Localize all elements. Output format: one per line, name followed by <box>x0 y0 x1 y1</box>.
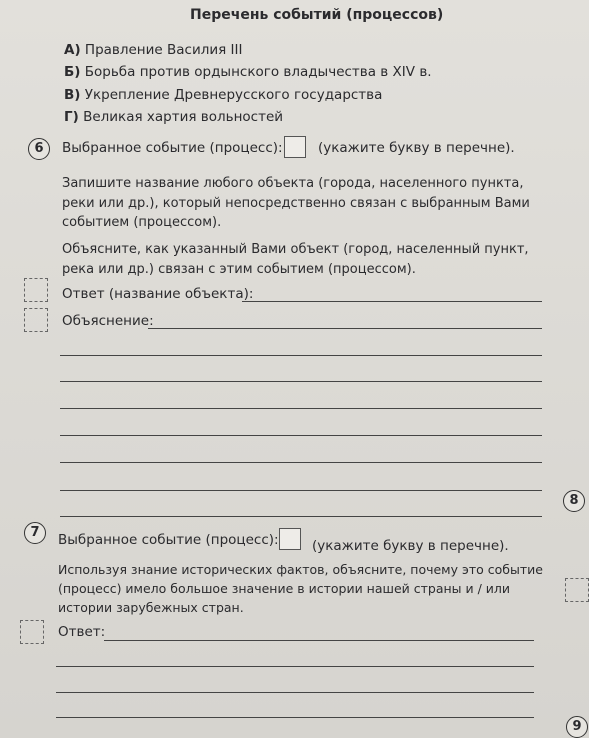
task-number-7: 7 <box>24 522 46 544</box>
task6-answer-label: Ответ (название объекта): <box>62 286 254 302</box>
task7-answer-label: Ответ: <box>58 624 106 640</box>
answer-line[interactable] <box>56 666 534 667</box>
event-text: Укрепление Древнерусского государства <box>84 87 383 103</box>
task6-instruction-line: реки или др.), который непосредственно связан с выбранным Вами <box>62 196 530 211</box>
event-text: Борьба против ордынского владычества в XIV в. <box>84 64 432 80</box>
task7-instruction-line: Используя знание исторических фактов, объясните, почему это событие <box>58 562 543 577</box>
events-list-title: Перечень событий (процессов) <box>190 7 444 23</box>
event-letter: В) <box>64 87 81 103</box>
answer-line[interactable] <box>60 355 542 356</box>
answer-line[interactable] <box>56 692 534 693</box>
answer-line[interactable] <box>60 435 542 436</box>
task6-event-letter-box[interactable] <box>284 136 306 158</box>
task6-instruction-line: событием (процессом). <box>62 215 222 230</box>
task6-explain-line: река или др.) связан с этим событием (процессом). <box>62 262 416 277</box>
event-letter: Г) <box>64 109 79 125</box>
score-box <box>20 620 44 644</box>
task7-hint: (укажите букву в перечне). <box>312 538 509 554</box>
answer-line[interactable] <box>104 640 534 641</box>
event-letter: Б) <box>64 64 81 80</box>
task7-event-letter-box[interactable] <box>279 528 301 550</box>
answer-line[interactable] <box>60 408 542 409</box>
task7-instruction-line: истории зарубежных стран. <box>58 600 244 615</box>
event-letter: А) <box>64 42 81 58</box>
answer-line[interactable] <box>60 462 542 463</box>
task-number-6: 6 <box>28 138 50 160</box>
task7-instruction-line: (процесс) имело большое значение в истории нашей страны и / или <box>58 581 511 596</box>
side-number-9: 9 <box>566 716 588 738</box>
answer-line[interactable] <box>60 490 542 491</box>
task6-instruction-line: Запишите название любого объекта (города, населенного пункта, <box>62 176 524 191</box>
answer-line[interactable] <box>60 381 542 382</box>
side-number-8: 8 <box>563 490 585 512</box>
score-box <box>24 278 48 302</box>
event-item-b <box>64 64 432 80</box>
answer-line[interactable] <box>242 301 542 302</box>
answer-line[interactable] <box>56 717 534 718</box>
task7-prompt: Выбранное событие (процесс): <box>58 532 279 548</box>
score-box <box>24 308 48 332</box>
score-box <box>565 578 589 602</box>
event-text: Правление Василия III <box>84 42 243 58</box>
event-item-g <box>64 109 283 125</box>
task6-prompt: Выбранное событие (процесс): <box>62 140 283 156</box>
task6-explain-line: Объясните, как указанный Вами объект (город, населенный пункт, <box>62 242 529 257</box>
event-item-v <box>64 87 382 103</box>
event-text: Великая хартия вольностей <box>83 109 284 125</box>
answer-line[interactable] <box>60 516 542 517</box>
answer-line[interactable] <box>148 328 542 329</box>
event-item-a <box>64 42 243 58</box>
task6-hint: (укажите букву в перечне). <box>318 140 515 156</box>
task6-explanation-label: Объяснение: <box>62 313 154 329</box>
